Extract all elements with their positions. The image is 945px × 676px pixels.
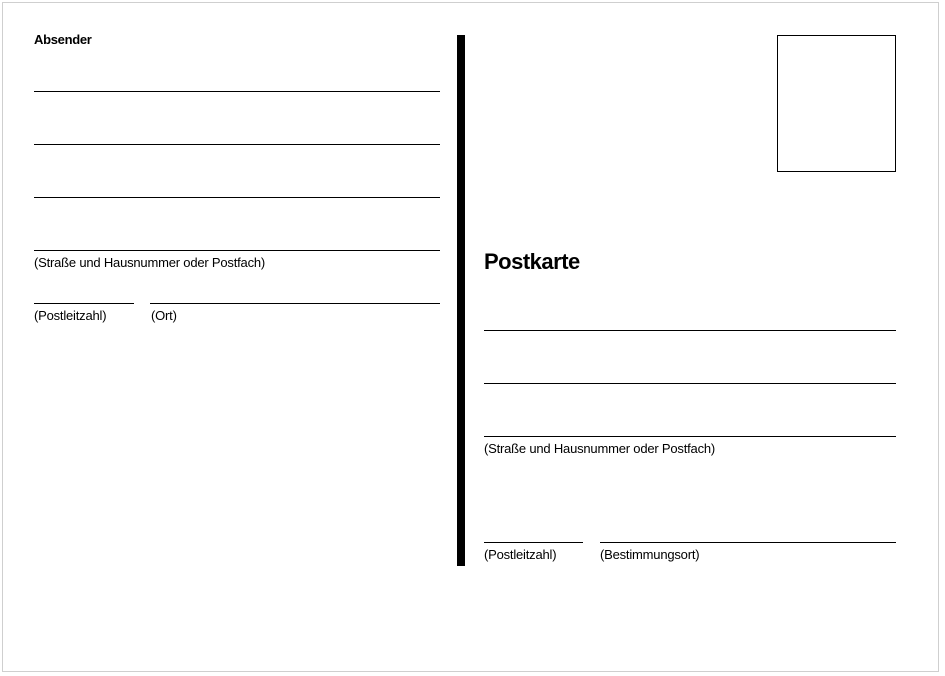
stamp-box bbox=[777, 35, 896, 172]
sender-street-label: (Straße und Hausnummer oder Postfach) bbox=[34, 255, 266, 270]
recipient-destination-label: (Bestimmungsort) bbox=[600, 547, 700, 562]
card-corner-top-right bbox=[924, 2, 939, 17]
sender-line-1[interactable] bbox=[34, 91, 440, 92]
card-corner-bottom-left bbox=[2, 657, 17, 672]
sender-line-2[interactable] bbox=[34, 144, 440, 145]
recipient-street-label: (Straße und Hausnummer oder Postfach) bbox=[484, 441, 716, 456]
recipient-line-1[interactable] bbox=[484, 330, 896, 331]
sender-postcode-line[interactable] bbox=[34, 303, 134, 304]
recipient-destination-line[interactable] bbox=[600, 542, 896, 543]
postcard-title: Postkarte bbox=[484, 249, 580, 274]
sender-heading: Absender bbox=[34, 32, 92, 47]
sender-line-3[interactable] bbox=[34, 197, 440, 198]
sender-city-label: (Ort) bbox=[151, 308, 177, 323]
recipient-postcode-line[interactable] bbox=[484, 542, 583, 543]
sender-city-line[interactable] bbox=[150, 303, 440, 304]
sender-postcode-label: (Postleitzahl) bbox=[34, 308, 107, 323]
center-divider bbox=[457, 35, 465, 566]
recipient-street-line[interactable] bbox=[484, 436, 896, 437]
recipient-line-2[interactable] bbox=[484, 383, 896, 384]
sender-street-line[interactable] bbox=[34, 250, 440, 251]
recipient-postcode-label: (Postleitzahl) bbox=[484, 547, 557, 562]
